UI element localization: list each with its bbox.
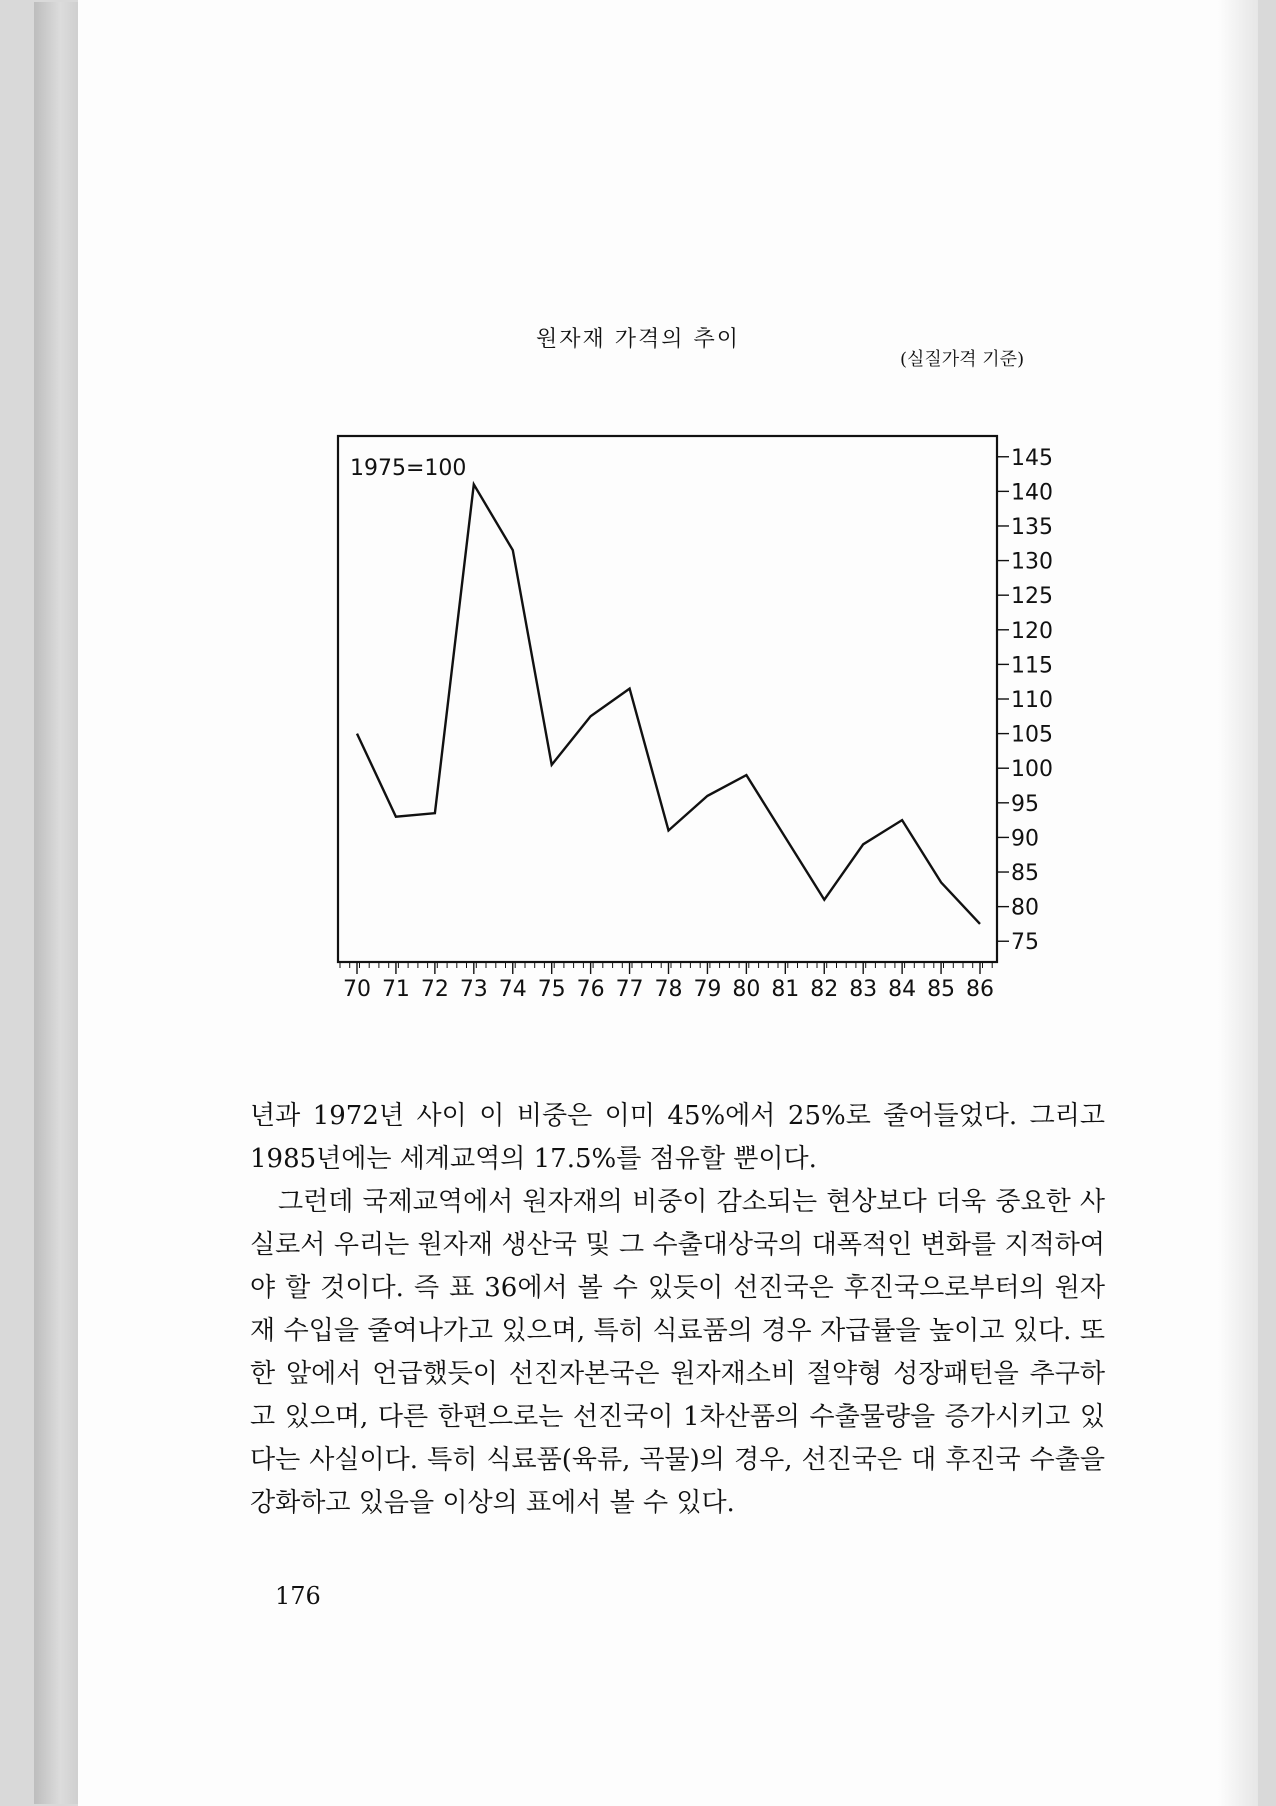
y-tick-label-145: 145	[1011, 445, 1053, 471]
y-tick-label-110: 110	[1011, 688, 1053, 713]
series-line	[357, 484, 980, 924]
x-tick-label-85: 85	[927, 977, 956, 1002]
y-tick-label-95: 95	[1011, 791, 1039, 817]
x-tick-label-76: 76	[576, 977, 605, 1002]
x-tick-label-80: 80	[732, 977, 761, 1002]
y-tick-label-90: 90	[1011, 826, 1039, 852]
x-tick-label-86: 86	[966, 977, 994, 1002]
x-tick-label-83: 83	[849, 977, 878, 1002]
y-tick-label-135: 135	[1011, 514, 1053, 540]
body-text	[250, 1095, 1105, 1525]
y-tick-label-100: 100	[1011, 757, 1053, 783]
y-tick-label-115: 115	[1011, 653, 1053, 679]
y-tick-label-75: 75	[1011, 930, 1039, 956]
chart-title: 원자재 가격의 추이	[535, 327, 740, 352]
plot-frame	[338, 436, 997, 962]
x-tick-label-79: 79	[693, 977, 722, 1002]
x-tick-label-71: 71	[381, 977, 410, 1002]
page-number: 176	[275, 1582, 321, 1610]
y-tick-label-130: 130	[1011, 549, 1053, 575]
y-tick-label-120: 120	[1011, 618, 1053, 644]
x-tick-label-81: 81	[771, 977, 800, 1002]
x-tick-label-77: 77	[615, 977, 644, 1002]
x-tick-label-74: 74	[498, 977, 527, 1002]
body-paragraph-2: 그런데 국제교역에서 원자재의 비중이 감소되는 현상보다 더욱 중요한 사실로서 우리는 원자재 생산국 및 그 수출대상국의 대폭적인 변화를 지적하여야 할 것이다. 즉 표 36에서 볼 수 있듯이 선진국은 후진국으로부터의 원자재 수입을 줄여나가고 있으며, 특히 식료품의 경우 자급률을 높이고 있다. 또한 앞에서 언급했듯이 선진자본국은 원자재소비 절약형 성장패턴을 추구하고 있으며, 다른 한편으로는 선진국이 1차산품의 수출물량을 증가시키고 있다는 사실이다. 특히 식료품(육류, 곡물)의 경우, 선진국은 대 후진국 수출을 강화하고 있음을 이상의 표에서 볼 수 있다.	[250, 1187, 1105, 1518]
x-tick-label-75: 75	[537, 977, 566, 1002]
x-tick-label-73: 73	[459, 977, 488, 1002]
chart-subtitle: (실질가격 기준)	[900, 349, 1025, 370]
y-tick-label-105: 105	[1011, 722, 1053, 748]
body-paragraph-1: 년과 1972년 사이 이 비중은 이미 45%에서 25%로 줄어들었다. 그리고 1985년에는 세계교역의 17.5%를 점유할 뿐이다.	[250, 1101, 1105, 1174]
x-tick-label-82: 82	[810, 977, 839, 1002]
y-tick-label-80: 80	[1011, 895, 1039, 921]
y-tick-label-140: 140	[1011, 480, 1053, 506]
x-tick-label-78: 78	[654, 977, 683, 1002]
x-tick-label-72: 72	[420, 977, 449, 1002]
x-tick-label-84: 84	[888, 977, 917, 1002]
y-tick-label-125: 125	[1011, 584, 1053, 610]
x-tick-label-70: 70	[343, 977, 371, 1002]
base-label: 1975=100	[350, 456, 467, 481]
y-tick-label-85: 85	[1011, 861, 1039, 887]
